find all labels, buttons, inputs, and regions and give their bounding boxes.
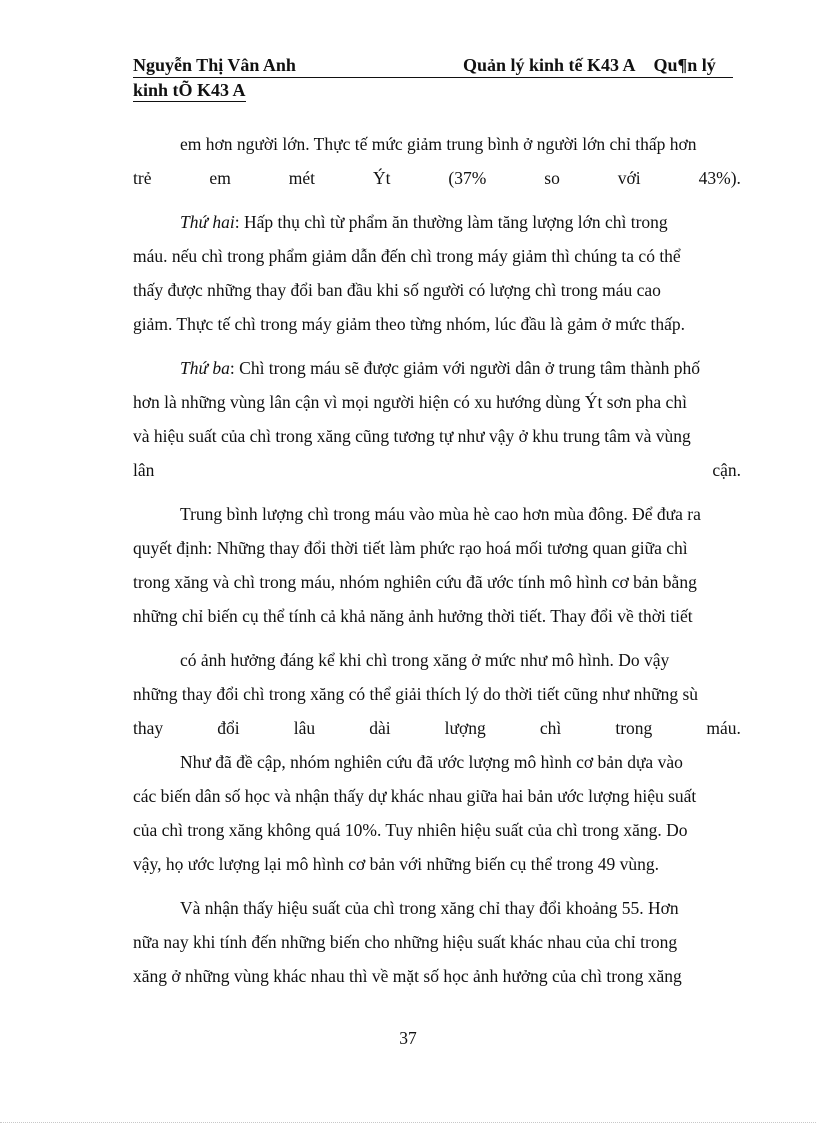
paragraph-label: Thứ ba [180, 358, 230, 378]
text-line: vậy, họ ước lượng lại mô hình cơ bản với những biến cụ thể trong 49 vùng. [133, 854, 660, 874]
text-line: thấy được những thay đổi ban đầu khi số người có lượng chì trong máu cao [133, 280, 661, 300]
paragraph-label: Thứ hai [180, 212, 235, 232]
text-line-justified [133, 453, 741, 487]
text-line-justified [133, 161, 741, 195]
text-span: : Chì trong máu sẽ được giảm với người dân ở trung tâm thành phố [229, 358, 700, 378]
header-line-1 [133, 53, 733, 78]
word: mét [288, 168, 316, 188]
text-line-justified [133, 711, 741, 745]
paragraph-3-first-line [133, 351, 741, 385]
paragraph-2-first-line [133, 205, 741, 239]
text-line: các biến dân số học và nhận thấy dự khác nhau giữa hai bản ước lượng hiệu suất [133, 786, 697, 806]
word: lân [133, 460, 155, 480]
word: cận. [712, 460, 741, 480]
header-line-2: kinh tÕ K43 A [133, 80, 246, 100]
word: đổi [217, 718, 240, 738]
text-line: Và nhận thấy hiệu suất của chì trong xăng chỉ thay đổi khoảng 55. Hơn [180, 898, 679, 918]
page-header [133, 53, 733, 102]
word: so [544, 168, 560, 188]
word: trẻ [133, 168, 152, 188]
text-line: quyết định: Những thay đổi thời tiết làm phức rạo hoá mối tương quan giữa chì [133, 538, 688, 558]
header-course-garbled: Qu¶n lý [653, 55, 716, 75]
header-course [463, 53, 716, 77]
text-line: Trung bình lượng chì trong máu vào mùa hè cao hơn mùa đông. Để đưa ra [180, 504, 701, 524]
text-line: xăng ở những vùng khác nhau thì về mặt số học ảnh hưởng của chì trong xăng [133, 966, 682, 986]
word: máu. [706, 718, 741, 738]
word: lượng [444, 718, 486, 738]
word: lâu [293, 718, 316, 738]
word: Ýt [372, 168, 391, 188]
word: dài [369, 718, 391, 738]
page-number: 37 [399, 1028, 417, 1048]
text-line: nữa nay khi tính đến những biến cho những hiệu suất khác nhau của chỉ trong [133, 932, 678, 952]
text-line: máu. nếu chì trong phẩm giảm dẫn đến chì trong máy giảm thì chúng ta có thể [133, 246, 681, 266]
text-line: và hiệu suất của chì trong xăng cũng tương tự như vậy ở khu trung tâm và vùng [133, 426, 691, 446]
text-line: có ảnh hưởng đáng kể khi chì trong xăng ở mức như mô hình. Do vậy [180, 650, 670, 670]
text-line: giảm. Thực tế chì trong máy giảm theo từng nhóm, lúc đầu là gảm ở mức thấp. [133, 314, 686, 334]
text-line: Như đã đề cập, nhóm nghiên cứu đã ước lượng mô hình cơ bản dựa vào [180, 752, 683, 772]
text-line: hơn là những vùng lân cận vì mọi người hiện có xu hướng dùng Ýt sơn pha chì [133, 392, 687, 412]
text-line: trong xăng và chì trong máu, nhóm nghiên cứu đã ước tính mô hình cơ bản bằng [133, 572, 697, 592]
word: chì [539, 718, 562, 738]
word: em [209, 168, 231, 188]
word: 43%). [698, 168, 741, 188]
word: với [617, 168, 641, 188]
text-line: em hơn người lớn. Thực tế mức giảm trung bình ở người lớn chỉ thấp hơn [180, 134, 697, 154]
text-span: : Hấp thụ chì từ phẩm ăn thường làm tăng lượng lớn chì trong [234, 212, 668, 232]
word: trong [615, 718, 653, 738]
text-line: những thay đổi chì trong xăng có thể giải thích lý do thời tiết cũng như những sù [133, 684, 699, 704]
header-course-title: Quản lý kinh tế K43 A [463, 55, 636, 75]
word: thay [133, 718, 164, 738]
header-author: Nguyễn Thị Vân Anh [133, 55, 296, 75]
word: (37% [448, 168, 487, 188]
document-body [133, 127, 741, 993]
text-line: của chì trong xăng không quá 10%. Tuy nhiên hiệu suất của chì trong xăng. Do [133, 820, 688, 840]
text-line: những chỉ biến cụ thể tính cả khả năng ảnh hưởng thời tiết. Thay đổi về thời tiết [133, 606, 693, 626]
